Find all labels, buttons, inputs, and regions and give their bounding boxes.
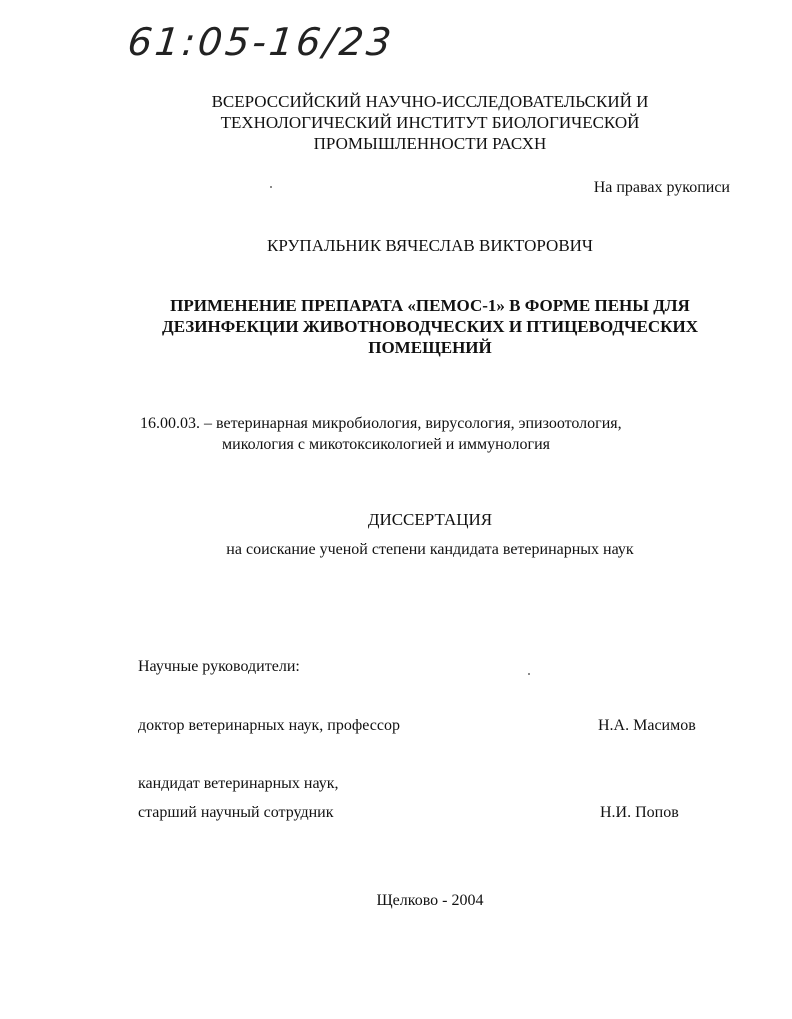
title-line: ПРИМЕНЕНИЕ ПРЕПАРАТА «ПЕМОС-1» В ФОРМЕ ПЕНЫ ДЛЯ — [170, 296, 690, 315]
dissertation-title — [110, 295, 750, 358]
author-name: КРУПАЛЬНИК ВЯЧЕСЛАВ ВИКТОРОВИЧ — [267, 236, 593, 255]
institution-block — [160, 91, 700, 154]
supervisor-1-title: доктор ветеринарных наук, профессор — [138, 717, 400, 734]
title-line: ДЕЗИНФЕКЦИИ ЖИВОТНОВОДЧЕСКИХ И ПТИЦЕВОДЧЕСКИХ — [162, 317, 698, 336]
rights-note: На правах рукописи — [593, 179, 730, 196]
title-line: ПОМЕЩЕНИЙ — [368, 338, 492, 357]
supervisors-heading: Научные руководители: — [138, 658, 300, 675]
institution-line: ПРОМЫШЛЕННОСТИ РАСХН — [313, 134, 547, 153]
supervisor-2-name: Н.И. Попов — [600, 804, 679, 821]
supervisor-1-name: Н.А. Масимов — [598, 717, 696, 734]
degree-line: на соискание ученой степени кандидата ветеринарных наук — [226, 541, 634, 558]
handwritten-archive-code: 61:05-16/23 — [125, 20, 397, 64]
document-type: ДИССЕРТАЦИЯ — [367, 510, 493, 529]
specialty-line-2: микология с микотоксикологией и иммунология — [222, 436, 550, 453]
scan-speck — [270, 186, 272, 188]
place-year: Щелково - 2004 — [376, 892, 484, 909]
scan-speck — [528, 673, 530, 675]
supervisor-2-title-line-2: старший научный сотрудник — [138, 804, 334, 821]
institution-line: ВСЕРОССИЙСКИЙ НАУЧНО-ИССЛЕДОВАТЕЛЬСКИЙ И — [211, 92, 649, 111]
institution-line: ТЕХНОЛОГИЧЕСКИЙ ИНСТИТУТ БИОЛОГИЧЕСКОЙ — [220, 113, 640, 132]
supervisor-2-title-line-1: кандидат ветеринарных наук, — [138, 775, 339, 792]
specialty-line-1: 16.00.03. – ветеринарная микробиология, вирусология, эпизоотология, — [140, 415, 622, 432]
